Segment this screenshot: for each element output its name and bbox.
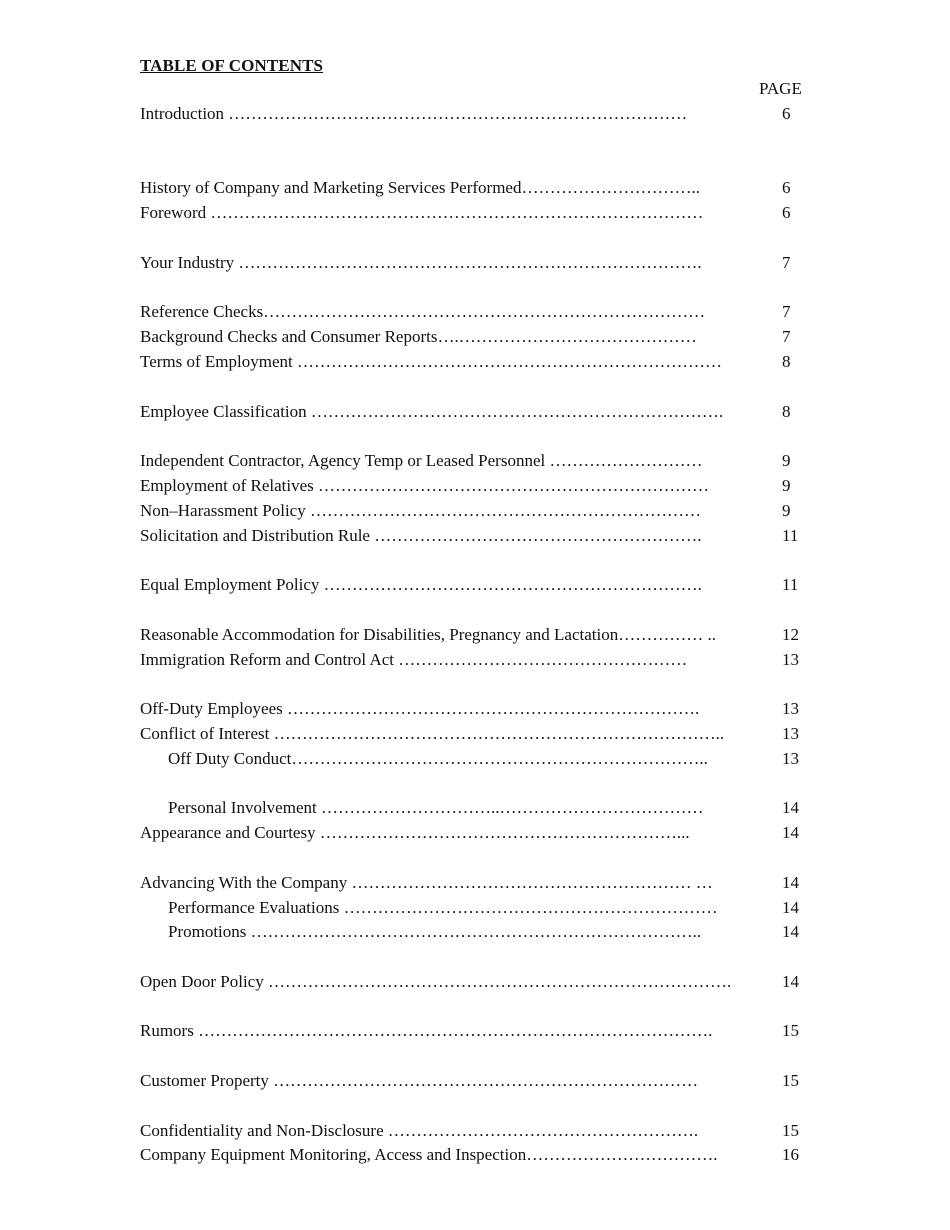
toc-entry (140, 821, 840, 846)
toc-spacer (140, 424, 840, 449)
toc-spacer (140, 772, 840, 797)
toc-entry-page-number: 8 (782, 401, 791, 421)
toc-entry-page-number: 11 (782, 575, 799, 595)
toc-spacer (140, 672, 840, 697)
toc-entry-page-number: 7 (782, 252, 791, 272)
toc-entry-page-number: 6 (782, 203, 791, 223)
toc-entry-page-number: 6 (782, 178, 791, 198)
toc-title: TABLE OF CONTENTS (140, 56, 324, 75)
toc-entry (140, 102, 840, 127)
toc-entry (140, 325, 840, 350)
toc-entry (140, 573, 840, 598)
toc-entries (140, 102, 840, 1168)
toc-entry (140, 920, 840, 945)
toc-entry-page-number: 8 (782, 351, 791, 371)
toc-entry (140, 524, 840, 549)
toc-entry-label: Solicitation and Distribution Rule …………………………………………………. (140, 525, 702, 545)
toc-entry (140, 176, 840, 201)
toc-entry-page-number: 14 (782, 971, 799, 991)
toc-entry-label: Non–Harassment Policy …………………………………………………………… (140, 500, 701, 520)
toc-entry-page-number: 9 (782, 475, 791, 495)
toc-entry-page-number: 15 (782, 1120, 799, 1140)
toc-entry (140, 747, 840, 772)
toc-spacer (140, 995, 840, 1020)
toc-entry (140, 251, 840, 276)
toc-spacer (140, 1094, 840, 1119)
toc-entry-label: Employee Classification ………………………………………………………………. (140, 401, 724, 421)
toc-entry (140, 970, 840, 995)
toc-spacer (140, 598, 840, 623)
toc-entry (140, 499, 840, 524)
toc-entry-page-number: 14 (782, 798, 799, 818)
toc-spacer (140, 127, 840, 152)
toc-spacer (140, 548, 840, 573)
toc-spacer (140, 375, 840, 400)
toc-entry-label: Independent Contractor, Agency Temp or Leased Personnel ……………………… (140, 451, 703, 471)
toc-entry-page-number: 7 (782, 327, 791, 347)
toc-entry-page-number: 11 (782, 525, 799, 545)
page-column-label: PAGE (759, 79, 802, 98)
toc-entry-label: Off-Duty Employees ………………………………………………………………. (140, 699, 700, 719)
toc-entry-label: Reasonable Accommodation for Disabilities, Pregnancy and Lactation…………… .. (140, 624, 716, 644)
toc-entry (140, 1119, 840, 1144)
toc-spacer (140, 152, 840, 177)
toc-entry (140, 300, 840, 325)
toc-entry-label: Promotions …………………………………………………………………….. (168, 922, 702, 942)
toc-entry-page-number: 14 (782, 897, 799, 917)
toc-entry (140, 623, 840, 648)
toc-entry-label: History of Company and Marketing Services Performed………………………….. (140, 178, 700, 198)
toc-entry (140, 896, 840, 921)
toc-entry-label: Off Duty Conduct……………………………………………………………….. (168, 748, 708, 768)
toc-entry-page-number: 14 (782, 823, 799, 843)
toc-entry-page-number: 14 (782, 922, 799, 942)
toc-entry (140, 871, 840, 896)
toc-entry-label: Rumors ………………………………………………………………………………. (140, 1021, 713, 1041)
toc-entry-label: Background Checks and Consumer Reports….…………………………………… (140, 327, 697, 347)
toc-entry-label: Equal Employment Policy …………………………………………………………. (140, 575, 702, 595)
toc-entry-page-number: 12 (782, 624, 799, 644)
toc-entry (140, 350, 840, 375)
toc-entry-label: Introduction ……………………………………………………………………… (140, 104, 688, 123)
toc-entry-label: Immigration Reform and Control Act …………………………………………… (140, 649, 688, 669)
toc-entry-page-number: 6 (782, 104, 791, 123)
toc-entry (140, 474, 840, 499)
toc-spacer (140, 276, 840, 301)
toc-entry-page-number: 14 (782, 872, 799, 892)
toc-entry-page-number: 16 (782, 1145, 799, 1165)
toc-entry-label: Performance Evaluations ………………………………………………………… (168, 897, 718, 917)
toc-entry-page-number: 9 (782, 451, 791, 471)
toc-spacer (140, 226, 840, 251)
toc-entry-label: Your Industry ………………………………………………………………………. (140, 252, 702, 272)
toc-entry-page-number: 15 (782, 1071, 799, 1091)
toc-entry (140, 697, 840, 722)
toc-entry (140, 722, 840, 747)
toc-spacer (140, 1044, 840, 1069)
toc-entry-label: Customer Property ………………………………………………………………… (140, 1071, 699, 1091)
toc-entry (140, 201, 840, 226)
toc-entry (140, 1069, 840, 1094)
toc-entry-page-number: 13 (782, 748, 799, 768)
toc-entry-label: Appearance and Courtesy ………………………………………………………... (140, 823, 690, 843)
toc-entry-label: Reference Checks…………………………………………………………………… (140, 302, 706, 322)
toc-entry-label: Terms of Employment ………………………………………………………………… (140, 351, 722, 371)
toc-entry-page-number: 13 (782, 649, 799, 669)
toc-entry-page-number: 13 (782, 723, 799, 743)
toc-entry-label: Open Door Policy ………………………………………………………………………. (140, 971, 732, 991)
toc-entry-page-number: 7 (782, 302, 791, 322)
toc-entry (140, 1019, 840, 1044)
toc-entry-page-number: 15 (782, 1021, 799, 1041)
toc-entry (140, 648, 840, 673)
toc-entry-label: Advancing With the Company …………………………………………………… … (140, 872, 713, 892)
toc-entry (140, 449, 840, 474)
toc-entry-label: Foreword …………………………………………………………………………… (140, 203, 704, 223)
toc-spacer (140, 945, 840, 970)
toc-entry-label: Employment of Relatives …………………………………………………………… (140, 475, 709, 495)
toc-entry-label: Personal Involvement …………………………..……………………………… (168, 798, 704, 818)
toc-entry-label: Confidentiality and Non-Disclosure ………………………………………………. (140, 1120, 699, 1140)
toc-entry-page-number: 9 (782, 500, 791, 520)
toc-spacer (140, 846, 840, 871)
toc-entry (140, 1143, 840, 1168)
toc-entry (140, 400, 840, 425)
toc-entry-label: Conflict of Interest …………………………………………………………………….. (140, 723, 725, 743)
toc-entry-label: Company Equipment Monitoring, Access and Inspection……………………………. (140, 1145, 718, 1165)
toc-entry (140, 796, 840, 821)
toc-entry-page-number: 13 (782, 699, 799, 719)
